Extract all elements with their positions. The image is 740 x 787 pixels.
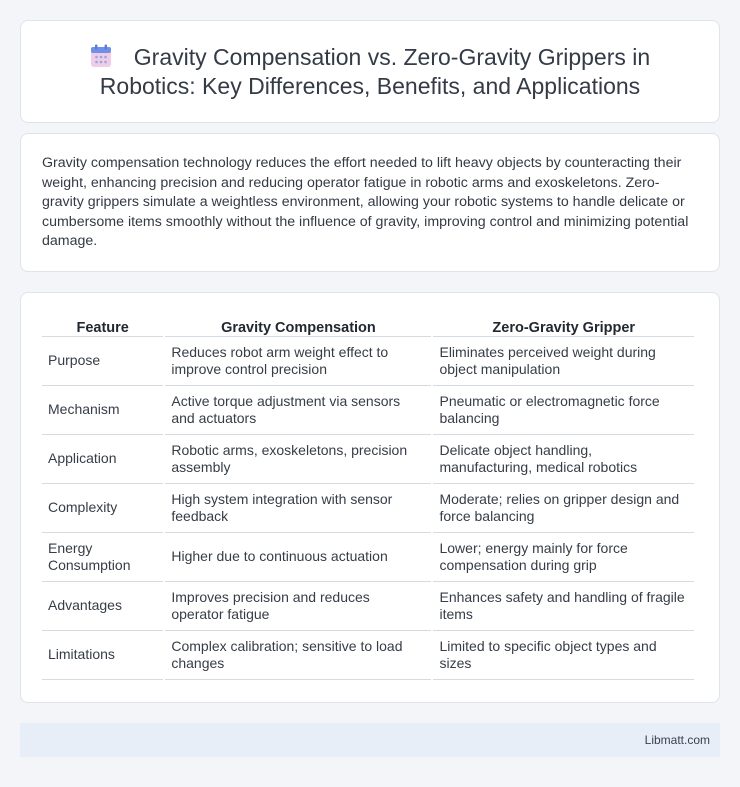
calendar-icon — [90, 44, 112, 68]
table-row — [42, 631, 694, 680]
footer — [20, 723, 720, 757]
feature-cell: Energy Consumption — [42, 533, 163, 582]
table-row — [42, 484, 694, 533]
gravity-compensation-cell: Reduces robot arm weight effect to improve control precision — [165, 337, 431, 386]
header-gravity-compensation: Gravity Compensation — [165, 313, 431, 337]
feature-cell: Purpose — [42, 337, 163, 386]
feature-cell: Limitations — [42, 631, 163, 680]
title-card — [20, 20, 720, 123]
table-row — [42, 386, 694, 435]
table-row — [42, 533, 694, 582]
feature-cell: Mechanism — [42, 386, 163, 435]
feature-cell: Application — [42, 435, 163, 484]
zero-gravity-gripper-cell: Moderate; relies on gripper design and force balancing — [433, 484, 694, 533]
comparison-table — [40, 313, 696, 680]
table-row — [42, 435, 694, 484]
zero-gravity-gripper-cell: Delicate object handling, manufacturing, medical robotics — [433, 435, 694, 484]
zero-gravity-gripper-cell: Enhances safety and handling of fragile items — [433, 582, 694, 631]
zero-gravity-gripper-cell: Lower; energy mainly for force compensation during grip — [433, 533, 694, 582]
zero-gravity-gripper-cell: Limited to specific object types and sizes — [433, 631, 694, 680]
comparison-table-card — [20, 292, 720, 703]
header-feature: Feature — [42, 313, 163, 337]
zero-gravity-gripper-cell: Pneumatic or electromagnetic force balancing — [433, 386, 694, 435]
zero-gravity-gripper-cell: Eliminates perceived weight during object manipulation — [433, 337, 694, 386]
page-title: Gravity Compensation vs. Zero-Gravity Grippers in Robotics: Key Differences, Benefits, and Applications — [99, 43, 651, 99]
gravity-compensation-cell: Higher due to continuous actuation — [165, 533, 431, 582]
header-zero-gravity-gripper: Zero-Gravity Gripper — [433, 313, 694, 337]
gravity-compensation-cell: Robotic arms, exoskeletons, precision assembly — [165, 435, 431, 484]
table-row — [42, 337, 694, 386]
gravity-compensation-cell: Active torque adjustment via sensors and actuators — [165, 386, 431, 435]
table-row — [42, 582, 694, 631]
gravity-compensation-cell: Complex calibration; sensitive to load changes — [165, 631, 431, 680]
footer-site-link[interactable]: Libmatt.com — [644, 733, 710, 747]
intro-card — [20, 133, 720, 272]
feature-cell: Complexity — [42, 484, 163, 533]
gravity-compensation-cell: Improves precision and reduces operator fatigue — [165, 582, 431, 631]
intro-paragraph: Gravity compensation technology reduces the effort needed to lift heavy objects by counteracting their weight, enhancing precision and reducing operator fatigue in robotic arms and exoskeletons. Zero-gravity grippers simulate a weightless environment, allowing your robotic systems to handle delicate or cumbersome items smoothly without the influence of gravity, improving control and minimizing potential damage. — [42, 155, 689, 250]
gravity-compensation-cell: High system integration with sensor feedback — [165, 484, 431, 533]
title-wrap — [50, 43, 690, 101]
table-header-row — [42, 313, 694, 337]
feature-cell: Advantages — [42, 582, 163, 631]
